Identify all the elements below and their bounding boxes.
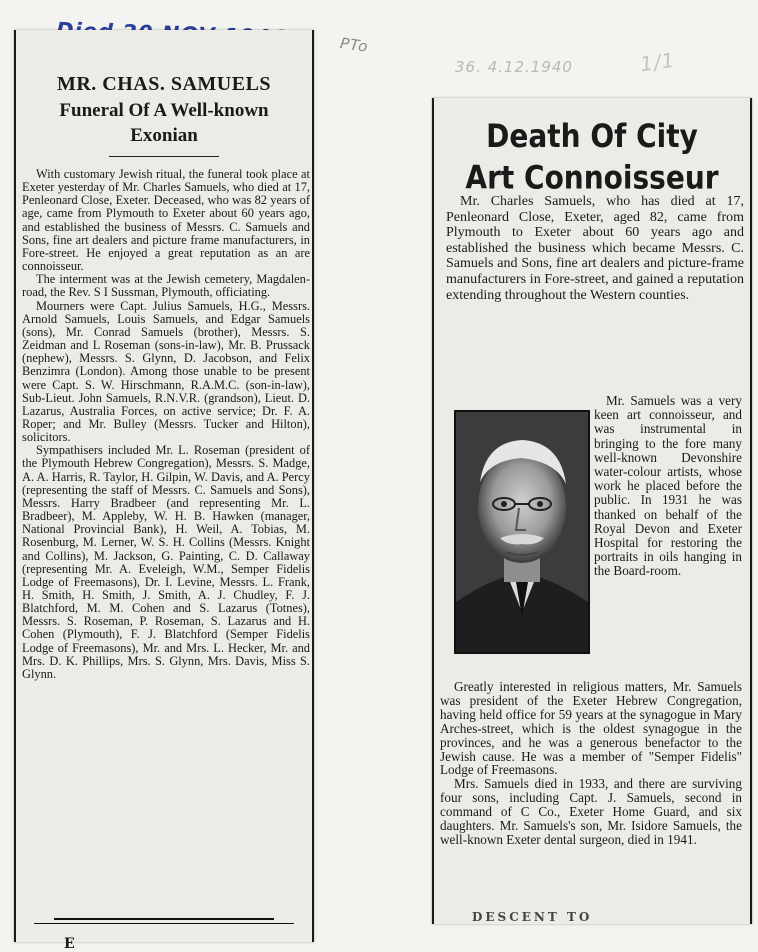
headline-divider bbox=[109, 156, 219, 157]
article-subheadline-line2: Exonian bbox=[130, 125, 198, 146]
faint-handwritten-mark: 1/1 bbox=[638, 47, 677, 77]
cut-off-text-fragment: DESCENT TO bbox=[472, 910, 593, 924]
portrait-photo-drawing bbox=[456, 412, 588, 652]
cut-off-text-fragment: E bbox=[64, 936, 75, 952]
end-rule-thin bbox=[34, 923, 294, 924]
headline-line2: Art Connoisseur bbox=[465, 158, 719, 197]
death-notice-clipping bbox=[432, 98, 752, 924]
funeral-article-body bbox=[22, 168, 310, 681]
faint-handwritten-note: 36. 4.12.1940 bbox=[455, 58, 573, 76]
article-lower-text bbox=[440, 680, 742, 847]
article-paragraph: Mrs. Samuels died in 1933, and there are surviving four sons, including Capt. J. Samuels, second in command of C Co., Exeter Home Guard, and six daughters. Mr. Samuels's son, Mr. Isidore Samuels, the well-known Exeter dental surgeon, died in 1941. bbox=[440, 776, 742, 847]
portrait-photo bbox=[454, 410, 590, 654]
article-side-text: Mr. Samuels was a very keen art connoisseur, and was instrumental in bringing to the fore many well-known Devonshire water-colour artists, whose work he placed before the public. In 1931 he was thanked on behalf of the Royal Devon and Exeter Hospital for restoring the portraits in oils hanging in the Board-room. bbox=[594, 393, 742, 579]
article-intro: Mr. Charles Samuels, who has died at 17, Penleonard Close, Exeter, aged 82, came from Plymouth to Exeter about 60 years ago and established the business which became Messrs. C. Samuels and Sons, fine art dealers and picture-frame manufacturers in Fore-street, and gained a reputation extending throughout the Western counties. bbox=[446, 194, 744, 303]
headline-line1: Death Of City bbox=[486, 117, 698, 156]
column-rule-left bbox=[432, 98, 434, 924]
column-rule-left bbox=[14, 30, 16, 942]
article-headline bbox=[442, 116, 742, 199]
column-rule-right bbox=[750, 98, 752, 924]
article-paragraph: Sympathisers included Mr. L. Roseman (president of the Plymouth Hebrew Congregation), Messrs. S. Madge, A. A. Harris, R. Taylor, H. Gilpin, W. Davis, and A. Percy (representing the staff of Messrs. C. Samuels and Sons), Messrs. Harry Bradbeer (and representing Mr. L. Bradbeer), M. Appleby, W. H. B. Hawken (manager, National Provincial Bank), H. Weil, A. Tobias, M. Rosenburg, M. Lerner, W. S. H. Collins (Messrs. Knight and Collins), M. Jackson, G. Painting, C. D. Callaway (representing Mr. A. Eveleigh, W.M., Semper Fidelis Lodge of Freemasons), Dr. I. Levine, Messrs. L. Frank, H. Smith, H. Smith, J. Smith, A. J. Chudley, F. J. Blatchford, M. M. Cohen and S. Lazarus (Totnes), Messrs. S. Roseman, P. Roseman, S. Lazarus and H. Cohen (Plymouth), F. J. Blatchford (Semper Fidelis Lodge of Freemasons), Mr. and Mrs. L. Hecker, Mr. and Mrs. D. K. Phillips, Mrs. S. Glynn, Mrs. Davis, Miss S. Glynn. bbox=[22, 443, 310, 681]
funeral-article-clipping bbox=[14, 30, 314, 952]
article-paragraph: Greatly interested in religious matters, Mr. Samuels was president of the Exeter Hebrew Congregation, having held office for 59 years at the synagogue in Mary Arches-street, which is the oldest synagogue in the provinces, and he was a generous benefactor to the Jewish cause. He was a member of "Semper Fidelis" Lodge of Freemasons. bbox=[440, 679, 742, 778]
article-paragraph: With customary Jewish ritual, the funeral took place at Exeter yesterday of Mr. Charles Samuels, who died at 17, Penleonard Close, Exeter. Deceased, who was 82 years of age, came from Plymouth to Exeter about 60 years ago, and established the business of Messrs. C. Samuels and Sons, fine art dealers and picture frame manufacturers, in Fore-street. He enjoyed a great reputation as an are connoisseur. bbox=[22, 167, 310, 274]
end-rule bbox=[54, 918, 274, 920]
article-subheadline-line1: Funeral Of A Well-known bbox=[59, 100, 269, 121]
article-headline: MR. CHAS. SAMUELS bbox=[56, 73, 272, 95]
article-paragraph: Mourners were Capt. Julius Samuels, H.G., Messrs. Arnold Samuels, Louis Samuels, and Edgar Samuels (sons), Mr. Conrad Samuels (brother), Messrs. S. Zeidman and L Roseman (sons-in-law), Mr. B. Prussack (nephew), Messrs. S. Glynn, D. Jacobson, and Felix Benzimra (London). Among those unable to be present were Capt. S. W. Hirschmann, R.A.M.C. (son-in-law), Sub-Lieut. John Samuels, R.N.V.R. (grandson), Lieut. D. Lazarus, Australia Forces, on active service; Dr. F. A. Roper; and Mr. Bulley (Messrs. Tucker and Hilton), solicitors. bbox=[22, 298, 310, 445]
column-rule-right bbox=[312, 30, 314, 942]
article-paragraph: The interment was at the Jewish cemetery, Magdalen-road, the Rev. S I Sussman, Plymouth, officiating. bbox=[22, 272, 310, 300]
handwritten-pto-note: PTo bbox=[338, 34, 370, 56]
